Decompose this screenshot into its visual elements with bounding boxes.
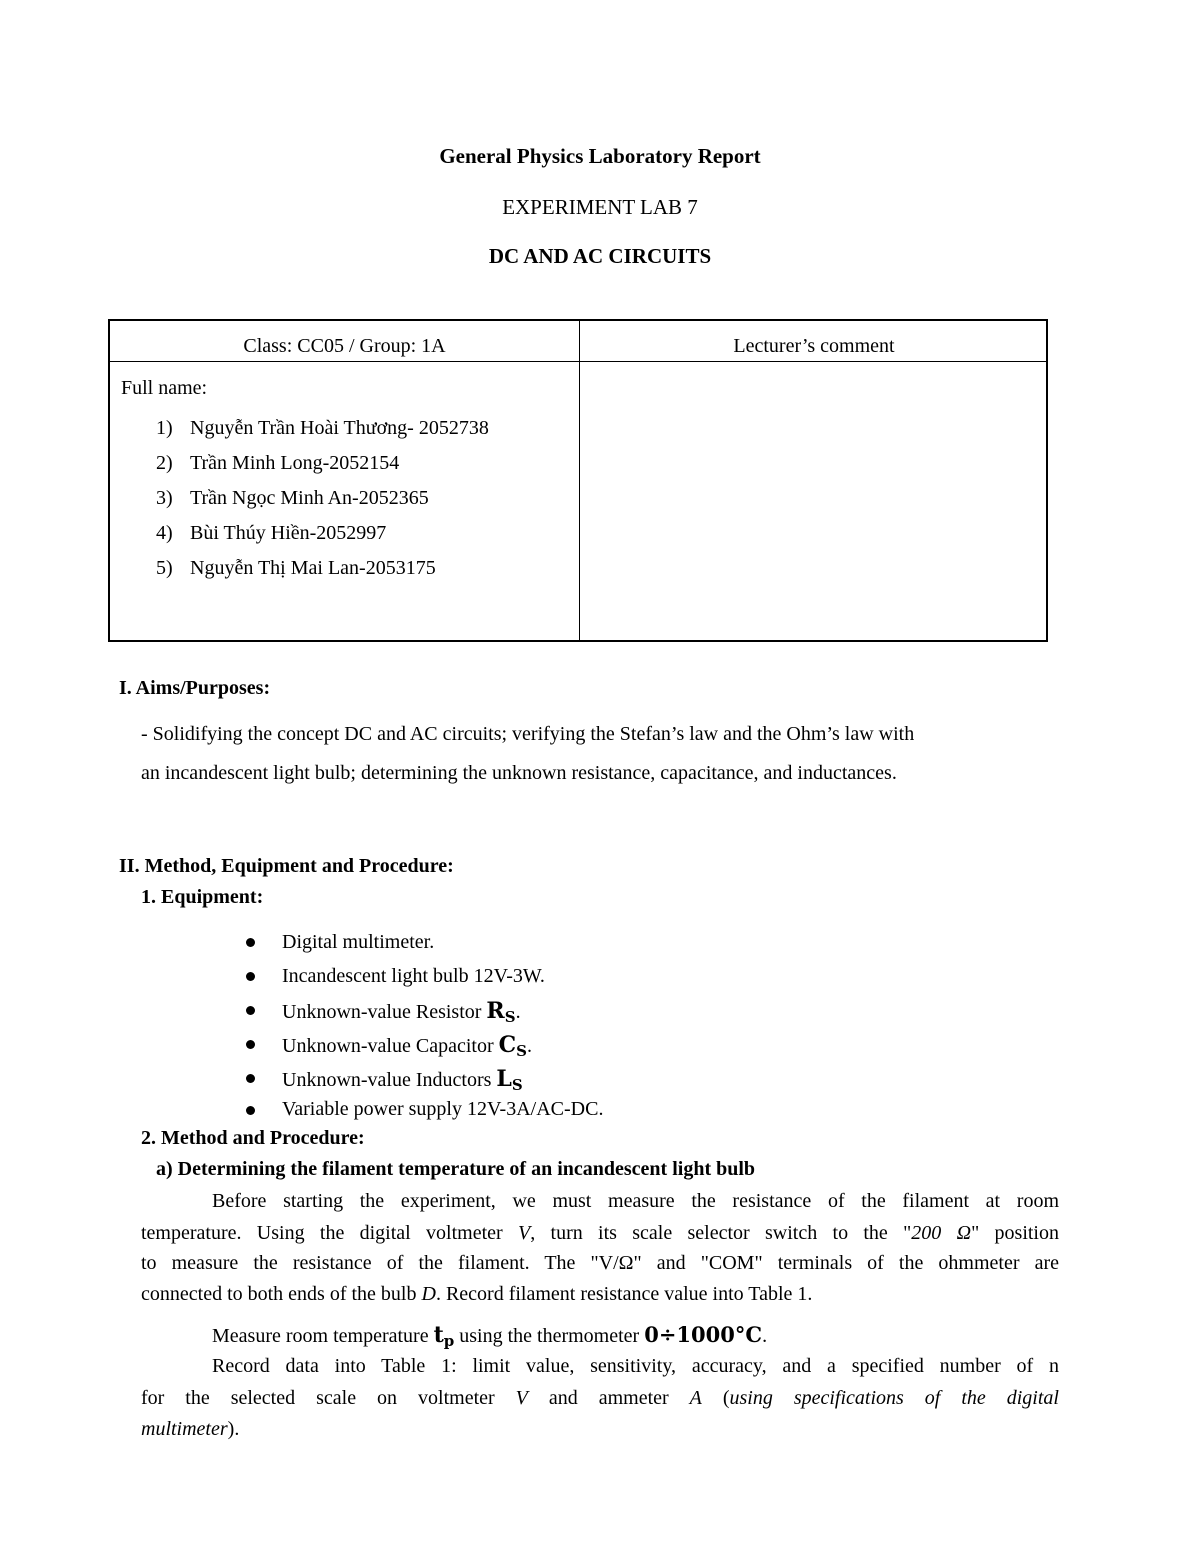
experiment-label: EXPERIMENT LAB 7 (502, 195, 698, 219)
text: . Record filament resistance value into Table 1. (435, 1283, 813, 1305)
text: for the selected scale on voltmeter (141, 1387, 516, 1409)
bullet-icon (246, 1006, 255, 1015)
item-end: . (515, 1001, 521, 1023)
resistor-symbol: R (486, 998, 505, 1024)
p3-line-1: Record data into Table 1: limit value, sensitivity, accuracy, and a specified number of n (212, 1355, 1059, 1377)
thermometer-range: 0÷1000°C (644, 1322, 763, 1347)
class-group-cell: Class: CC05 / Group: 1A (243, 335, 446, 357)
bullet-icon (246, 972, 255, 981)
method-heading: 2. Method and Procedure: (141, 1127, 365, 1149)
p1-line-4 (141, 1283, 812, 1306)
text: ( (701, 1387, 730, 1409)
italic-text: multimeter (141, 1418, 228, 1440)
aims-line-1: - Solidifying the concept DC and AC circuits; verifying the Stefan’s law and the Ohm’s law with (141, 723, 915, 745)
text: temperature. Using the digital voltmeter (141, 1222, 518, 1244)
text: connected to both ends of the bulb (141, 1283, 422, 1305)
list-item (282, 1032, 532, 1060)
p1-line-3: to measure the resistance of the filament. The "V/Ω" and "COM" terminals of the ohmmeter are (141, 1252, 1059, 1274)
aims-line-2: an incandescent light bulb; determining the unknown resistance, capacitance, and inductances. (141, 762, 897, 784)
text: ). (227, 1418, 240, 1440)
item-text: Unknown-value Inductors (282, 1069, 497, 1091)
p3-line-3 (141, 1418, 239, 1441)
p1-line-2 (141, 1222, 1059, 1245)
p1-line-1: Before starting the experiment, we must measure the resistance of the filament at room (212, 1190, 1059, 1212)
member-name: Trần Minh Long-2052154 (190, 452, 400, 474)
text: . (762, 1325, 768, 1347)
text: using the thermometer (454, 1325, 645, 1347)
report-title: General Physics Laboratory Report (439, 144, 761, 168)
voltmeter-symbol: V (515, 1387, 528, 1409)
section-aims-heading: I. Aims/Purposes: (119, 677, 271, 699)
voltmeter-symbol: V (517, 1222, 531, 1244)
capacitor-symbol: C (498, 1032, 517, 1058)
table-divider-horizontal (110, 361, 1046, 362)
member-number: 2) (156, 452, 173, 474)
scale-value: 200 Ω (911, 1222, 972, 1244)
list-item (282, 998, 521, 1026)
member-number: 4) (156, 522, 173, 544)
list-item: Variable power supply 12V-3A/AC-DC. (282, 1098, 604, 1120)
symbol-subscript: S (504, 1008, 516, 1026)
fullname-label: Full name: (121, 377, 208, 399)
list-item: Incandescent light bulb 12V-3W. (282, 965, 545, 987)
bullet-icon (246, 938, 255, 947)
list-item: Digital multimeter. (282, 931, 435, 953)
p3-line-2 (141, 1387, 1059, 1410)
p2-line (212, 1322, 767, 1350)
inductor-symbol: L (496, 1066, 512, 1092)
item-text: Unknown-value Capacitor (282, 1035, 499, 1057)
text: and ammeter (527, 1387, 690, 1409)
bulb-symbol: D (421, 1283, 436, 1305)
item-text: Unknown-value Resistor (282, 1001, 487, 1023)
section-method-heading: II. Method, Equipment and Procedure: (119, 855, 454, 877)
lecturer-comment-header: Lecturer’s comment (733, 335, 895, 357)
text: " position (971, 1222, 1059, 1244)
member-name: Bùi Thúy Hiền-2052997 (190, 522, 387, 544)
bullet-icon (246, 1106, 255, 1115)
experiment-topic: DC AND AC CIRCUITS (488, 244, 712, 268)
symbol-subscript: p (443, 1332, 455, 1350)
equipment-heading: 1. Equipment: (141, 886, 264, 908)
italic-text: using specifications of the digital (729, 1387, 1059, 1409)
item-end: . (526, 1035, 532, 1057)
text: , turn its scale selector switch to the " (530, 1222, 912, 1244)
table-divider-vertical (579, 321, 580, 640)
info-table (108, 319, 1048, 642)
member-number: 3) (156, 487, 173, 509)
symbol-subscript: S (516, 1042, 527, 1060)
list-item (282, 1066, 523, 1094)
member-number: 5) (156, 557, 173, 579)
member-name: Nguyễn Thị Mai Lan-2053175 (190, 557, 436, 579)
text: Measure room temperature (212, 1325, 434, 1347)
ammeter-symbol: A (689, 1387, 702, 1409)
member-number: 1) (156, 417, 173, 439)
subsection-a-heading: a) Determining the filament temperature of an incandescent light bulb (156, 1158, 756, 1180)
bullet-icon (246, 1040, 255, 1049)
temperature-symbol: t (433, 1322, 444, 1348)
bullet-icon (246, 1074, 255, 1083)
symbol-subscript: S (511, 1076, 523, 1094)
member-name: Trần Ngọc Minh An-2052365 (190, 487, 429, 509)
member-name: Nguyễn Trần Hoài Thương- 2052738 (190, 417, 489, 439)
